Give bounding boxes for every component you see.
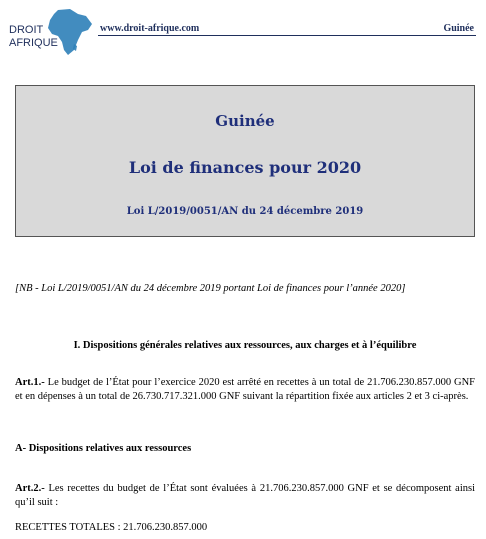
logo-line2: AFRIQUE bbox=[9, 37, 58, 49]
article-2 bbox=[15, 482, 475, 510]
article-2-text: Les recettes du budget de l’État sont évaluées à 21.706.230.857.000 GNF et se décomposent ainsi qu’il suit : bbox=[15, 483, 475, 508]
title-box bbox=[15, 85, 475, 237]
page-header bbox=[0, 0, 486, 60]
article-1-text: Le budget de l’État pour l’exercice 2020 est arrêté en recettes à un total de 21.706.230.857.000 GNF et en dépenses à un total de 26.730.717.321.000 GNF suivant la répartition fixée aux articles 2 et 3 ci-après. bbox=[15, 377, 475, 402]
article-1-label: Art.1.- bbox=[15, 377, 45, 388]
header-rule bbox=[98, 35, 476, 36]
article-2-label: Art.2.- bbox=[15, 483, 45, 494]
article-1 bbox=[15, 376, 475, 404]
droit-afrique-logo bbox=[8, 6, 96, 58]
nb-note: [NB - Loi L/2019/0051/AN du 24 décembre 2019 portant Loi de finances pour l’année 2020] bbox=[15, 283, 406, 294]
section-title: I. Dispositions générales relatives aux ressources, aux charges et à l’équilibre bbox=[73, 340, 417, 351]
africa-map-icon bbox=[8, 6, 96, 58]
header-url-link[interactable]: www.droit-afrique.com bbox=[100, 23, 200, 34]
document-title: Loi de finances pour 2020 bbox=[128, 158, 362, 177]
title-country: Guinée bbox=[215, 112, 275, 130]
law-reference: Loi L/2019/0051/AN du 24 décembre 2019 bbox=[126, 206, 364, 217]
total-revenue-line: RECETTES TOTALES : 21.706.230.857.000 bbox=[15, 522, 208, 533]
header-country: Guinée bbox=[443, 23, 474, 34]
logo-line1: DROIT bbox=[9, 24, 44, 36]
subsection-title: A- Dispositions relatives aux ressources bbox=[15, 443, 192, 454]
